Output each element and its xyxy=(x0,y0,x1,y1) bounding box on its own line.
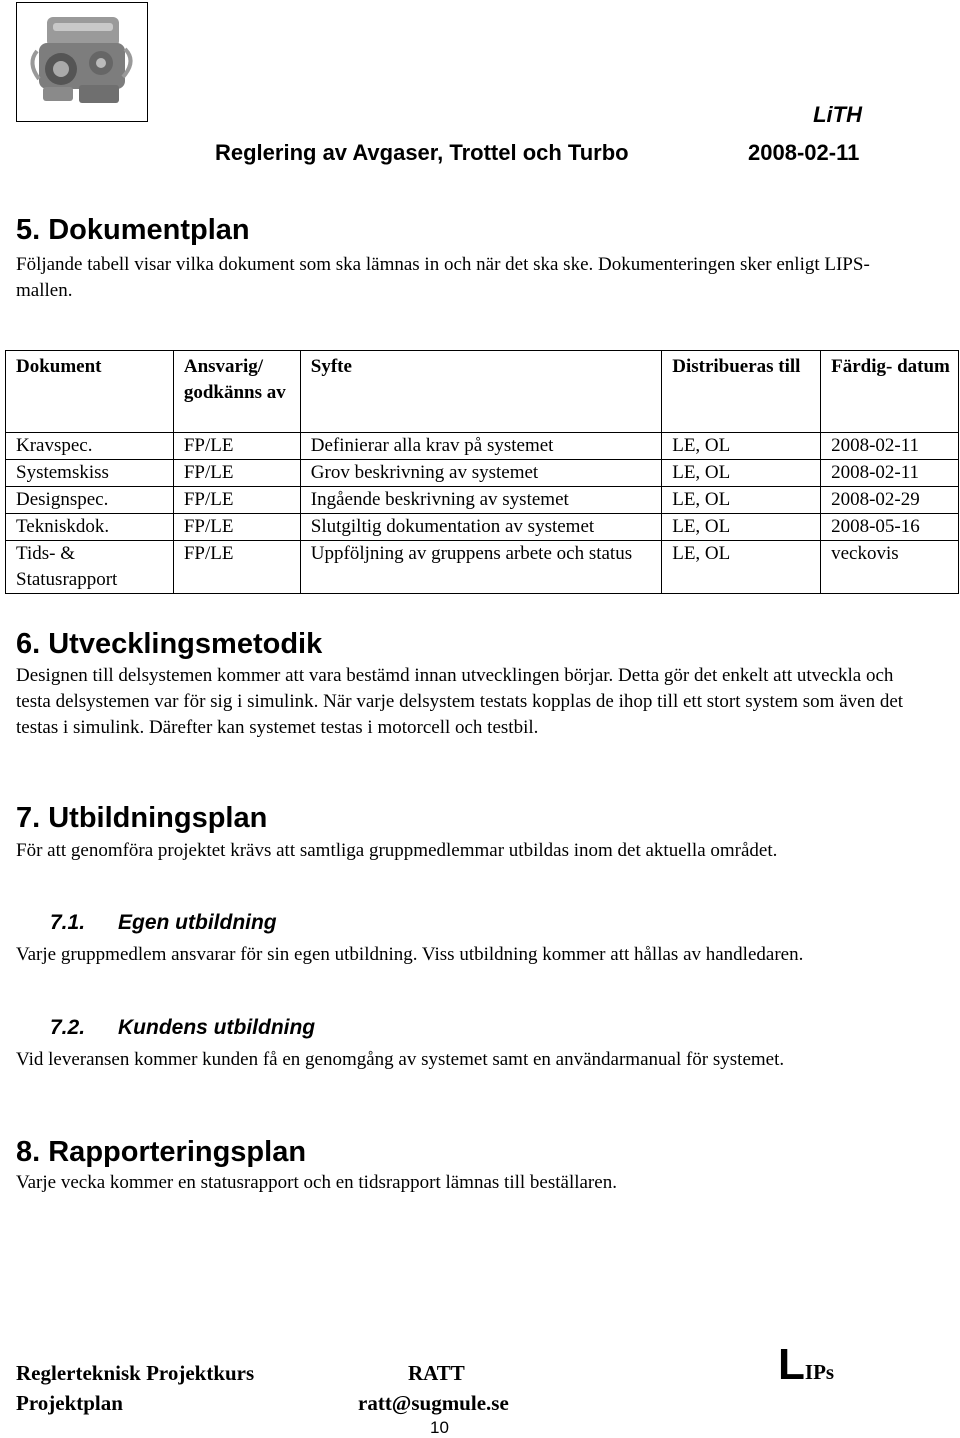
table-cell: 2008-02-11 xyxy=(821,433,959,460)
section-heading-dokumentplan: 5. Dokumentplan xyxy=(16,214,250,246)
document-plan-table xyxy=(5,350,959,594)
table-cell: FP/LE xyxy=(173,541,300,594)
table-cell: Tids- & Statusrapport xyxy=(6,541,174,594)
table-row xyxy=(6,433,959,460)
table-cell: Grov beskrivning av systemet xyxy=(300,460,661,487)
table-row xyxy=(6,460,959,487)
subsection-heading-egen-utbildning: Egen utbildning xyxy=(118,911,277,934)
table-header-cell: Dokument xyxy=(6,351,174,433)
table-cell: Kravspec. xyxy=(6,433,174,460)
table-cell: LE, OL xyxy=(662,487,821,514)
table-cell: 2008-02-11 xyxy=(821,460,959,487)
lips-logo-text: IPs xyxy=(804,1360,835,1384)
table-cell: Tekniskdok. xyxy=(6,514,174,541)
subsection-number: 7.1. xyxy=(50,911,86,934)
table-row xyxy=(6,541,959,594)
lips-logo xyxy=(778,1340,834,1390)
section-intro-dokumentplan: Följande tabell visar vilka dokument som ska lämnas in och när det ska ske. Dokumenteringen sker enligt LIPS-mallen. xyxy=(16,254,870,301)
footer-email: ratt@sugmule.se xyxy=(358,1391,509,1415)
table-cell: Uppföljning av gruppens arbete och status xyxy=(300,541,661,594)
engine-logo-image xyxy=(16,2,148,122)
document-header-title: Reglering av Avgaser, Trottel och Turbo xyxy=(215,140,629,165)
footer-course: Reglerteknisk Projektkurs xyxy=(16,1361,255,1385)
table-cell: LE, OL xyxy=(662,514,821,541)
footer-doc-type: Projektplan xyxy=(16,1391,123,1415)
table-cell: 2008-05-16 xyxy=(821,514,959,541)
table-cell: Systemskiss xyxy=(6,460,174,487)
table-row xyxy=(6,514,959,541)
table-cell: FP/LE xyxy=(173,460,300,487)
table-header-cell: Distribueras till xyxy=(662,351,821,433)
table-header-cell: Syfte xyxy=(300,351,661,433)
table-header-row xyxy=(6,351,959,433)
table-cell: Ingående beskrivning av systemet xyxy=(300,487,661,514)
table-cell: 2008-02-29 xyxy=(821,487,959,514)
section-body-rapporteringsplan: Varje vecka kommer en statusrapport och en tidsrapport lämnas till beställaren. xyxy=(16,1172,617,1193)
table-cell: Designspec. xyxy=(6,487,174,514)
table-header-cell: Färdig- datum xyxy=(821,351,959,433)
table-cell: Definierar alla krav på systemet xyxy=(300,433,661,460)
subsection-heading-kundens-utbildning: Kundens utbildning xyxy=(118,1016,316,1039)
section-heading-utvecklingsmetodik: 6. Utvecklingsmetodik xyxy=(16,628,323,660)
page-number: 10 xyxy=(430,1418,449,1437)
subsection-body-kundens-utbildning: Vid leveransen kommer kunden få en genomgång av systemet samt en användarmanual för systemet. xyxy=(16,1049,785,1070)
org-logo-text: LiTH xyxy=(813,102,862,127)
footer-group: RATT xyxy=(408,1361,465,1385)
table-cell: veckovis xyxy=(821,541,959,594)
table-cell: LE, OL xyxy=(662,460,821,487)
lips-logo-initial: L xyxy=(778,1340,805,1389)
table-cell: Slutgiltig dokumentation av systemet xyxy=(300,514,661,541)
table-cell: FP/LE xyxy=(173,433,300,460)
section-body-utvecklingsmetodik: Designen till delsystemen kommer att vara bestämd innan utvecklingen börjar. Detta gör det enkelt att utveckla och testa delsystemen var för sig i simulink. När varje delsystem testats kopplas de ihop till ett stort system som även det testas i simulink. Därefter kan systemet testas i motorcell och testbil. xyxy=(16,665,904,738)
subsection-number: 7.2. xyxy=(50,1016,86,1039)
section-heading-rapporteringsplan: 8. Rapporteringsplan xyxy=(16,1136,307,1168)
engine-icon xyxy=(17,3,147,121)
table-header-cell: Ansvarig/ godkänns av xyxy=(173,351,300,433)
section-body-utbildningsplan: För att genomföra projektet krävs att samtliga gruppmedlemmar utbildas inom det aktuella området. xyxy=(16,840,778,861)
table-cell: LE, OL xyxy=(662,433,821,460)
table-cell: FP/LE xyxy=(173,514,300,541)
subsection-body-egen-utbildning: Varje gruppmedlem ansvarar för sin egen utbildning. Viss utbildning kommer att hållas av handledaren. xyxy=(16,944,804,965)
table-row xyxy=(6,487,959,514)
section-heading-utbildningsplan: 7. Utbildningsplan xyxy=(16,802,268,834)
table-cell: FP/LE xyxy=(173,487,300,514)
document-header-date: 2008-02-11 xyxy=(748,140,860,165)
table-cell: LE, OL xyxy=(662,541,821,594)
